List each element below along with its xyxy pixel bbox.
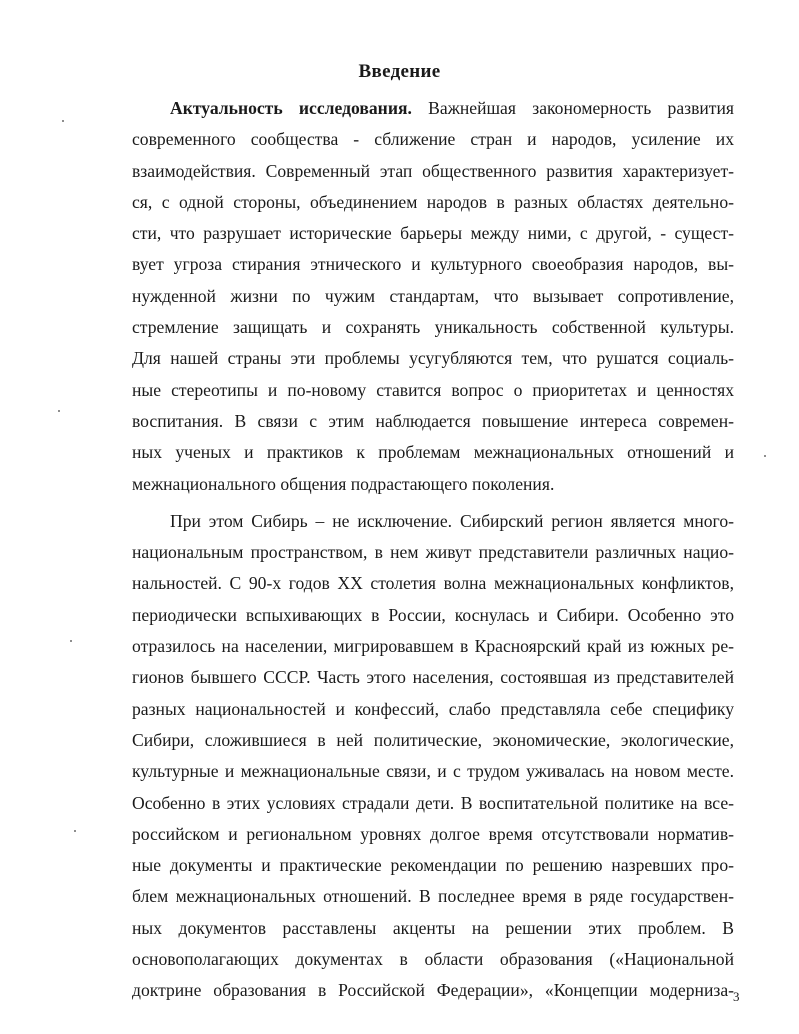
scan-speck	[74, 830, 76, 832]
text-line: российском и региональном уровнях долгое время отсутствовали норматив-	[132, 823, 734, 844]
scan-speck	[58, 410, 60, 412]
text-line: отразилось на населении, мигрировавшем в Красноярский край из южных ре-	[132, 636, 734, 657]
text-line: вует угроза стирания этнического и культурного своеобразия народов, вы-	[132, 254, 734, 275]
scan-speck	[764, 455, 766, 457]
text-line: ные документы и практические рекомендации по решению назревших про-	[132, 855, 734, 876]
text-line: межнационального общения подрастающего поколения.	[132, 473, 555, 494]
text-line: разных национальностей и конфессий, слабо представляла себе специфику	[132, 698, 734, 719]
text-line: ных ученых и практиков к проблемам межнациональных отношений и	[132, 442, 734, 463]
text-line: ных документов расставлены акценты на решении этих проблем. В	[132, 917, 734, 938]
text-line: национальным пространством, в нем живут представители различных нацио-	[132, 542, 734, 563]
text-line: нужденной жизни по чужим стандартам, что вызывает сопротивление,	[132, 285, 734, 306]
text-line: Для нашей страны эти проблемы усугубляются тем, что рушатся социаль-	[132, 348, 734, 369]
text-line: современного сообщества - сближение стран и народов, усиление их	[132, 129, 734, 150]
scan-speck	[70, 640, 72, 642]
lead-heading: Актуальность исследования.	[170, 98, 412, 118]
text-line: сти, что разрушает исторические барьеры между ними, с другой, - сущест-	[132, 223, 734, 244]
scan-speck	[62, 120, 64, 122]
section-title: Введение	[358, 61, 441, 82]
body-text	[132, 93, 734, 1007]
text-line: стремление защищать и сохранять уникальность собственной культуры.	[132, 317, 734, 338]
text-line-rest: Важнейшая закономерность развития	[428, 98, 735, 118]
text-line: нальностей. С 90-х годов XX столетия волна межнациональных конфликтов,	[132, 573, 734, 594]
text-line	[132, 93, 734, 124]
text-line: ные стереотипы и по-новому ставится вопрос о приоритетах и ценностях	[132, 379, 734, 400]
page-number: 3	[733, 989, 740, 1004]
paragraph-relevance	[132, 93, 734, 500]
text-line: ся, с одной стороны, объединением народов в разных областях деятельно-	[132, 191, 734, 212]
text-line: воспитания. В связи с этим наблюдается повышение интереса современ-	[132, 410, 734, 431]
text-line: взаимодействия. Современный этап общественного развития характеризует-	[132, 160, 734, 181]
text-line: доктрине образования в Российской Федерации», «Концепции модерниза-	[132, 980, 734, 1001]
text-line: гионов бывшего СССР. Часть этого населения, состоявшая из представителей	[132, 667, 734, 688]
text-line: культурные и межнациональные связи, и с трудом уживалась на новом месте.	[132, 761, 734, 782]
text-line: периодически вспыхивающих в России, коснулась и Сибири. Особенно это	[132, 604, 734, 625]
text-line: Сибири, сложившиеся в ней политические, экономические, экологические,	[132, 729, 734, 750]
text-line: При этом Сибирь – не исключение. Сибирский регион является много-	[170, 510, 734, 531]
text-line: блем межнациональных отношений. В последнее время в ряде государствен-	[132, 886, 734, 907]
text-line: Особенно в этих условиях страдали дети. В воспитательной политике на все-	[132, 792, 734, 813]
text-line: основополагающих документах в области образования («Национальной	[132, 949, 734, 970]
paragraph-siberia	[132, 506, 734, 1007]
